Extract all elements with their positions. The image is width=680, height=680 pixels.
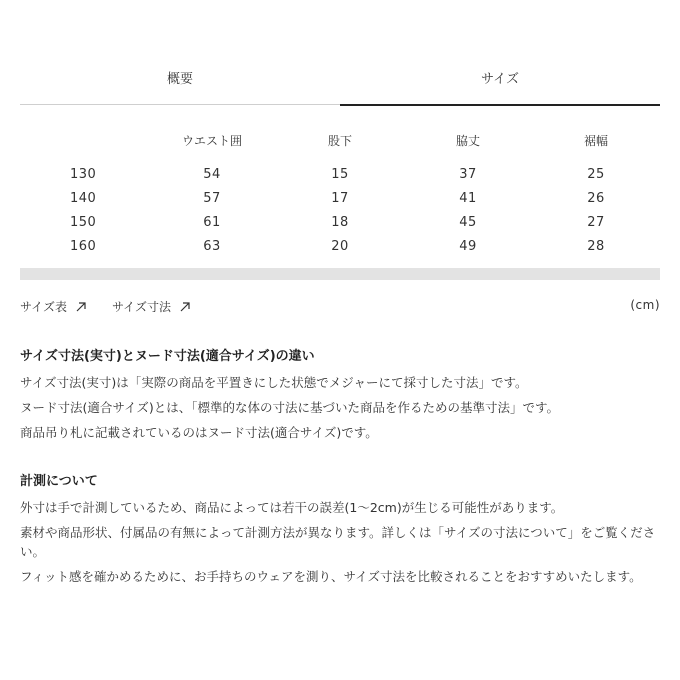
size-links-bar [20, 298, 660, 320]
horizontal-scrollbar[interactable] [20, 268, 660, 280]
section-text: ヌード寸法(適合サイズ)とは、「標準的な体の寸法に基づいた商品を作るための基準寸法」です。 [20, 400, 560, 415]
table-cell: 45 [459, 214, 477, 230]
arrow-up-right-icon [179, 301, 191, 313]
section-text: 商品吊り札に記載されているのはヌード寸法(適合サイズ)です。 [20, 425, 378, 440]
section-text: フィット感を確かめるために、お手持ちのウェアを測り、サイズ寸法を比較されることをおすすめいたします。 [20, 569, 642, 584]
size-cell: 150 [70, 214, 97, 230]
section-title: 計測について [20, 474, 98, 489]
table-row [20, 210, 660, 234]
section-text: 素材や商品形状、付属品の有無によって計測方法が異なります。詳しくは「サイズの寸法について」をご覧ください。 [20, 525, 656, 559]
table-cell: 63 [203, 238, 221, 254]
table-row [20, 234, 660, 258]
table-cell: 27 [587, 214, 605, 230]
table-cell: 28 [587, 238, 605, 254]
table-row [20, 162, 660, 186]
arrow-up-right-icon [75, 301, 87, 313]
size-chart-link[interactable] [20, 298, 87, 315]
table-cell: 41 [459, 190, 477, 206]
tab-overview[interactable]: 概要 [166, 72, 193, 87]
table-cell: 25 [587, 166, 605, 182]
tab-size[interactable]: サイズ [340, 60, 660, 106]
size-cell: 140 [70, 190, 97, 206]
header-size [20, 126, 148, 154]
header-waist: ウエスト囲 [181, 133, 242, 148]
measurement-section [20, 472, 660, 592]
size-dimensions-link[interactable] [112, 298, 191, 315]
tab-divider [20, 104, 340, 105]
table-cell: 37 [459, 166, 477, 182]
header-hem-width: 裾幅 [583, 133, 608, 148]
table-cell: 57 [203, 190, 221, 206]
table-row [20, 186, 660, 210]
size-table [20, 126, 660, 258]
table-cell: 20 [331, 238, 349, 254]
header-side-length: 脇丈 [455, 133, 480, 148]
table-cell: 15 [331, 166, 349, 182]
size-chart-link-label: サイズ表 [20, 300, 68, 314]
table-cell: 61 [203, 214, 221, 230]
table-header-row [20, 126, 660, 154]
section-text: 外寸は手で計測しているため、商品によっては若干の誤差(1〜2cm)が生じる可能性があります。 [20, 500, 564, 515]
size-difference-section [20, 347, 660, 448]
size-cell: 130 [70, 166, 97, 182]
table-cell: 26 [587, 190, 605, 206]
tab-bar [20, 60, 660, 106]
header-inseam: 股下 [327, 133, 352, 148]
size-dimensions-link-label: サイズ寸法 [112, 300, 172, 314]
table-cell: 17 [331, 190, 349, 206]
table-cell: 54 [203, 166, 221, 182]
table-cell: 49 [459, 238, 477, 254]
size-cell: 160 [70, 238, 97, 254]
table-cell: 18 [331, 214, 349, 230]
unit-label: (cm) [630, 298, 660, 312]
section-text: サイズ寸法(実寸)は「実際の商品を平置きにした状態でメジャーにて採寸した寸法」です。 [20, 375, 528, 390]
section-title: サイズ寸法(実寸)とヌード寸法(適合サイズ)の違い [20, 349, 315, 364]
